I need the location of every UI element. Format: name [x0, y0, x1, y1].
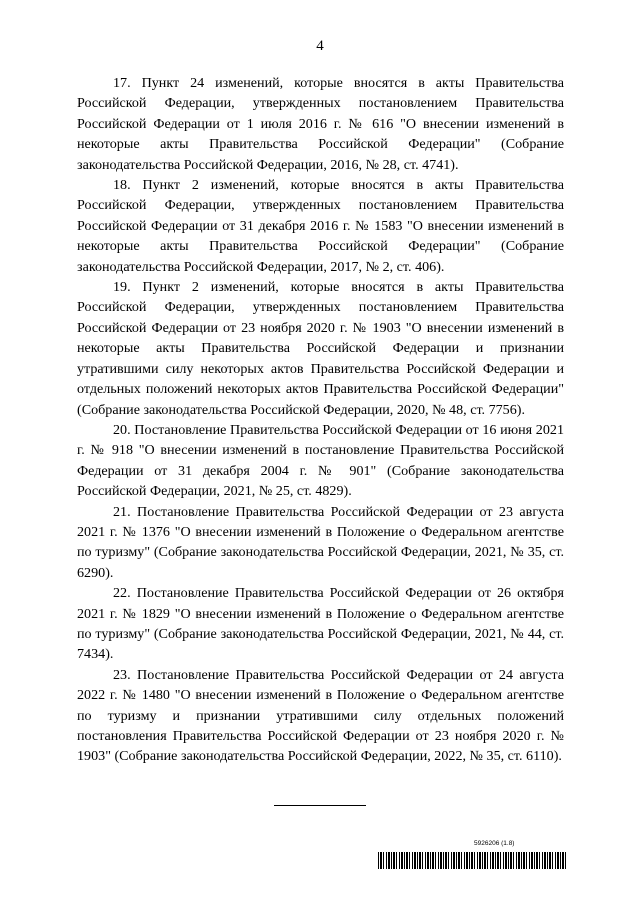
list-item-20: 20. Постановление Правительства Российской Федерации от 16 июня 2021 г. № 918 "О внесении изменений в постановление Правительства Российской Федерации от 31 декабря 2004 г. № 901" (Собрание законодательства Российской Федерации, 2021, № 25, ст. 4829).	[77, 421, 564, 500]
list-item-18: 18. Пункт 2 изменений, которые вносятся в акты Правительства Российской Федерации, утвержденных постановлением Правительства Российской Федерации от 31 декабря 2016 г. № 1583 "О внесении изменений в некоторые акты Правительства Российской Федерации" (Собрание законодательства Российской Федерации, 2017, № 2, ст. 406).	[77, 177, 564, 275]
document-code: 5926206 (1.8)	[474, 840, 515, 847]
end-rule-divider	[274, 805, 366, 806]
item-list	[77, 73, 564, 767]
list-item-21: 21. Постановление Правительства Российской Федерации от 23 августа 2021 г. № 1376 "О внесении изменений в Положение о Федеральном агентстве по туризму" (Собрание законодательства Российской Федерации, 2021, № 35, ст. 6290).	[77, 503, 564, 581]
list-item-19: 19. Пункт 2 изменений, которые вносятся в акты Правительства Российской Федерации, утвержденных постановлением Правительства Российской Федерации от 23 ноября 2020 г. № 1903 "О внесении изменений в некоторые акты Правительства Российской Федерации и признании утратившими силу некоторых актов Правительства Российской Федерации и отдельных положений некоторых актов Правительства Российской Федерации" (Собрание законодательства Российской Федерации, 2020, № 48, ст. 7756).	[77, 279, 564, 418]
barcode-icon	[378, 852, 568, 869]
list-item-23: 23. Постановление Правительства Российской Федерации от 24 августа 2022 г. № 1480 "О внесении изменений в Положение о Федеральном агентстве по туризму и признании утратившими силу отдельных положений постановления Правительства Российской Федерации от 23 ноября 2020 г. № 1903" (Собрание законодательства Российской Федерации, 2022, № 35, ст. 6110).	[77, 666, 564, 765]
page-number: 4	[316, 38, 324, 54]
list-item-22: 22. Постановление Правительства Российской Федерации от 26 октября 2021 г. № 1829 "О внесении изменений в Положение о Федеральном агентстве по туризму" (Собрание законодательства Российской Федерации, 2021, № 44, ст. 7434).	[77, 585, 564, 663]
list-item-17: 17. Пункт 24 изменений, которые вносятся в акты Правительства Российской Федерации, утвержденных постановлением Правительства Российской Федерации от 1 июля 2016 г. № 616 "О внесении изменений в некоторые акты Правительства Российской Федерации" (Собрание законодательства Российской Федерации, 2016, № 28, ст. 4741).	[77, 75, 564, 173]
